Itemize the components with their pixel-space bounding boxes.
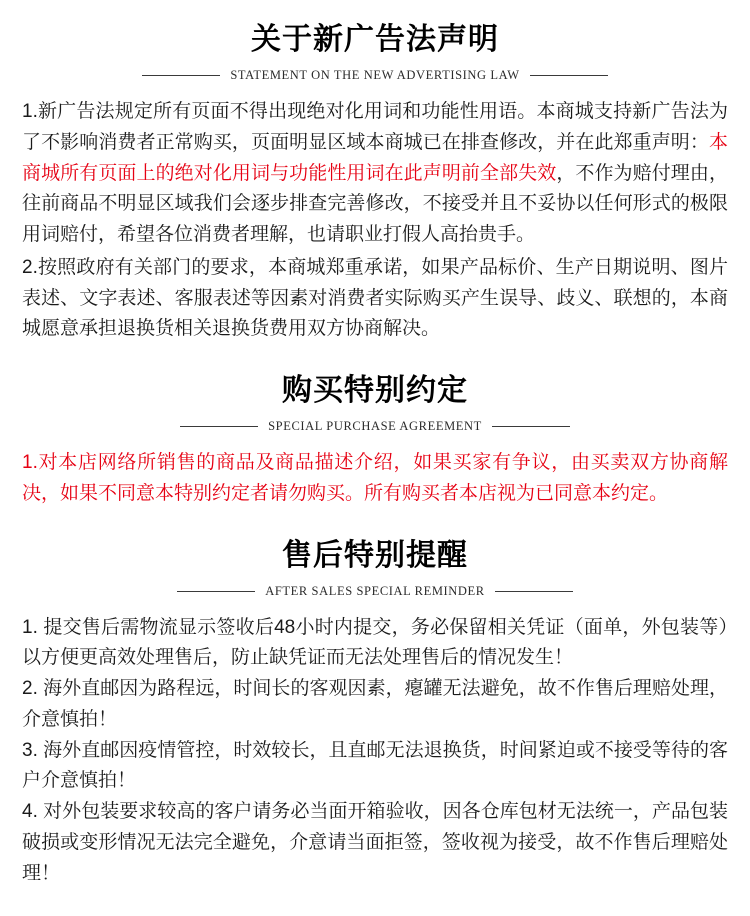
text-run: 4. 对外包装要求较高的客户请务必当面开箱验收，因各仓库包材无法统一，产品包装破损或变形情况无法完全避免，介意请当面拒签，签收视为接受，故不作售后理赔处理！: [22, 801, 728, 884]
after-sales-item-2: [22, 674, 728, 736]
section-subtitle-text: AFTER SALES SPECIAL REMINDER: [265, 583, 485, 598]
rule-right-icon: [495, 591, 573, 592]
section-subtitle-advertising-law: [22, 68, 728, 83]
section-subtitle-text: SPECIAL PURCHASE AGREEMENT: [268, 419, 482, 434]
after-sales-item-4: [22, 797, 728, 889]
rule-left-icon: [142, 75, 220, 76]
spacer: [22, 512, 728, 538]
text-run: 2.按照政府有关部门的要求，本商城郑重承诺，如果产品标价、生产日期说明、图片表述、文字表述、客服表述等因素对消费者实际购买产生误导、歧义、联想的，本商城愿意承担退换货相关退换货费用双方协商解决。: [22, 256, 728, 340]
rule-right-icon: [530, 75, 608, 76]
section-title-advertising-law: 关于新广告法声明: [251, 23, 499, 56]
text-run: 2. 海外直邮因为路程远，时间长的客观因素，瘪罐无法避免，故不作售后理赔处理，介意慎拍！: [22, 678, 728, 730]
section-title-after-sales: 售后特别提醒: [282, 538, 468, 572]
text-run: 3. 海外直邮因疫情管控，时效较长，且直邮无法退换货，时间紧迫或不接受等待的客户介意慎拍！: [22, 739, 728, 792]
rule-left-icon: [180, 426, 258, 427]
after-sales-item-1: [22, 613, 728, 675]
text-run-highlight: 本商城所有页面上的绝对化用词与功能性用词在此声明前全部失效: [22, 131, 728, 184]
section-subtitle-after-sales: [22, 584, 728, 599]
section-title-purchase-agreement: 购买特别约定: [282, 374, 468, 408]
text-run: ，不作为赔付理由，往前商品不明显区域我们会逐步排查完善修改，不接受并且不妥协以任何形式的极限用词赔付，希望各位消费者理解，也请职业打假人高抬贵手。: [22, 162, 728, 246]
purchase-agreement-paragraph-1: [22, 448, 728, 510]
after-sales-item-3: [22, 736, 728, 798]
text-run-highlight: 1.对本店网络所销售的商品及商品描述介绍，如果买家有争议，由买卖双方协商解决，如果不同意本特别约定者请勿购买。所有购买者本店视为已同意本约定。: [22, 452, 728, 504]
spacer: [22, 347, 728, 373]
advertising-law-paragraph-2: [22, 253, 728, 345]
text-run: 1. 提交售后需物流显示签收后48小时内提交，务必保留相关凭证（面单，外包装等）以方便更高效处理售后，防止缺凭证而无法处理售后的情况发生！: [22, 616, 728, 669]
advertising-law-paragraph-1: [22, 97, 728, 251]
section-subtitle-text: STATEMENT ON THE NEW ADVERTISING LAW: [230, 68, 520, 82]
rule-right-icon: [492, 426, 570, 427]
rule-left-icon: [177, 591, 255, 592]
section-subtitle-purchase-agreement: [22, 419, 728, 434]
text-run: 1.新广告法规定所有页面不得出现绝对化用词和功能性用语。本商城支持新广告法为了不影响消费者正常购买，页面明显区域本商城已在排查修改，并在此郑重声明：: [22, 101, 728, 153]
